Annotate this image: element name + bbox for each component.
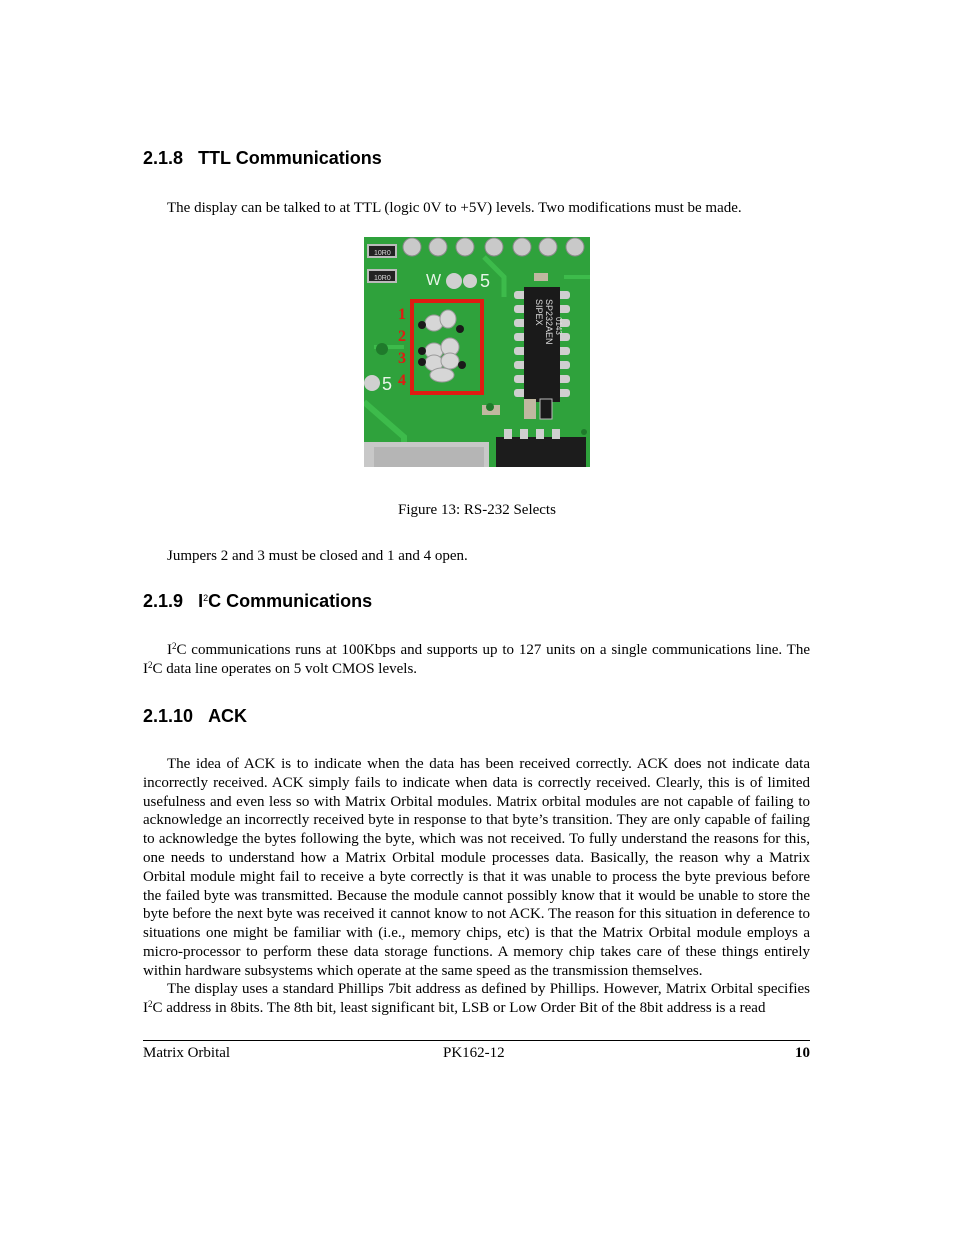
section-title: TTL Communications (198, 148, 382, 168)
section-heading-ttl (143, 148, 382, 169)
footer-rule (143, 1040, 810, 1041)
text-run: C communications runs at 100Kbps and supports up to 127 units on a single communications line. The I (143, 642, 810, 677)
footer-center: PK162-12 (443, 1045, 505, 1061)
text-run: C address in 8bits. The 8th bit, least significant bit, LSB or Low Order Bit of the 8bit address is a read (152, 999, 766, 1016)
board-label-5-left: 5 (382, 374, 393, 394)
section-title-rest: C Communications (208, 591, 373, 611)
jumper-label-3: 3 (398, 350, 406, 367)
resistor-label-2: 10R0 (374, 275, 391, 282)
pcb-photo (364, 237, 590, 467)
board-label-5-top: 5 (480, 271, 491, 291)
jumper-label-2: 2 (398, 328, 406, 345)
resistor-label-1: 10R0 (374, 250, 391, 257)
chip-label-3: 0143 (554, 317, 563, 335)
text-run: The display uses a standard Phillips 7bit address as defined by Phillips. However, Matrix Orbital specifies I (143, 981, 810, 1016)
section-heading-i2c (143, 591, 372, 612)
section-title-i: I (198, 591, 204, 611)
pcb-photo-figure (364, 237, 590, 467)
section-number: 2.1.8 (143, 148, 184, 168)
section-title-superscript: 2 (203, 593, 209, 603)
jumpers-paragraph: Jumpers 2 and 3 must be closed and 1 and 4 open. (167, 548, 468, 564)
superscript: 2 (148, 659, 153, 670)
section-number: 2.1.9 (143, 591, 184, 611)
text-run: I (167, 642, 172, 658)
section-title: ACK (208, 706, 248, 726)
footer-left: Matrix Orbital (143, 1045, 231, 1061)
ack-paragraph-1: The idea of ACK is to indicate when the data has been received correctly. ACK does not indicate data incorrectly received. ACK simply fails to indicate when data is correctly received. Clearly, this is of limited usefulness and even less so with Matrix Orbital modules. Matrix orbital modules are not capable of failing to acknowledge an incorrectly received byte in response to that byte’s transition. They are only capable of failing to acknowledge the bytes following the byte, which was not received. To fully understand the reasons for this, one needs to understand how a Matrix Orbital module processes data. Basically, the reason why a Matrix Orbital module might fail to receive a byte correctly is that it was unable to process the byte previous before the failed byte was transmitted. Because the module cannot possibly know that it would be unable to store the byte before the next byte was received it cannot know to not ACK. The reason for this situation in deference to situations one might be familiar with (i.e., memory chips, etc) is that the Matrix Orbital module employs a micro-processor to perform these data storage functions. A memory chip takes care of these things entirely within hardware subsystems which operate at the same speed as the transmission themselves. (143, 756, 810, 979)
i2c-paragraph (143, 641, 810, 679)
superscript: 2 (148, 998, 153, 1009)
text-run: C data line operates on 5 volt CMOS levels. (152, 660, 418, 677)
figure-caption: Figure 13: RS-232 Selects (398, 502, 556, 518)
board-label-w: W (426, 272, 442, 289)
ack-paragraph-2 (143, 980, 810, 1018)
jumper-label-4: 4 (398, 372, 406, 389)
chip-label-1: SIPEX (534, 299, 544, 326)
chip-label-2: SP232AEN (544, 299, 554, 345)
section-heading-ack (143, 706, 247, 727)
page-number: 10 (795, 1045, 810, 1061)
superscript: 2 (172, 641, 177, 651)
section-number: 2.1.10 (143, 706, 194, 726)
ttl-paragraph: The display can be talked to at TTL (logic 0V to +5V) levels. Two modifications must be made. (167, 200, 742, 216)
jumper-label-1: 1 (398, 306, 406, 323)
